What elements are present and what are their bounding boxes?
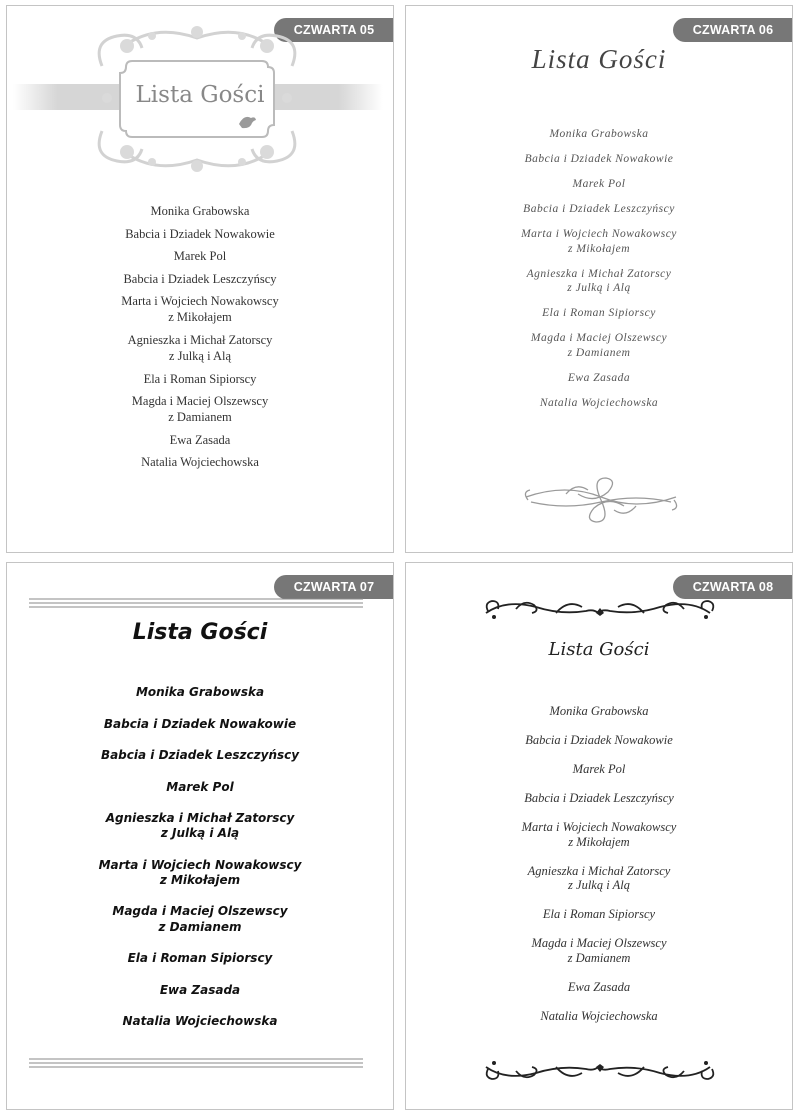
card-czwarta-08[interactable]	[405, 562, 793, 1110]
top-scroll-ornament-icon	[406, 591, 793, 631]
card-czwarta-06[interactable]	[405, 5, 793, 553]
guest-entry: Magda i Maciej Olszewscy z Damianem	[530, 332, 668, 359]
guest-list-title: Lista Gości	[548, 639, 650, 660]
guest-entry: Natalia Wojciechowska	[141, 455, 259, 470]
guest-entry: Monika Grabowska	[549, 704, 649, 718]
guest-entry: Ewa Zasada	[159, 982, 241, 997]
guest-entry: Agnieszka i Michał Zatorscy z Julką i Alą	[526, 267, 672, 294]
guest-entry: Babcia i Dziadek Leszczyńscy	[100, 748, 300, 762]
guest-entry: Babcia i Dziadek Leszczyńscy	[524, 791, 674, 805]
guest-entry: Agnieszka i Michał Zatorscy z Julką i Alą	[127, 332, 273, 363]
guest-list	[406, 704, 792, 1038]
top-divider-lines	[7, 597, 394, 609]
guest-entry: Monika Grabowska	[135, 685, 265, 699]
guest-entry: Ela i Roman Sipiorscy	[542, 307, 656, 319]
guest-entry: Ela i Roman Sipiorscy	[127, 951, 273, 966]
flourish-ornament-icon	[406, 472, 793, 532]
guest-entry: Babcia i Dziadek Nowakowie	[103, 716, 297, 731]
card-tab-label: CZWARTA 05	[274, 18, 394, 42]
guest-entry: Magda i Maciej Olszewscy z Damianem	[131, 394, 269, 425]
guest-list-title: Lista Gości	[135, 82, 265, 108]
guest-entry: Babcia i Dziadek Nowakowie	[525, 733, 673, 747]
card-tab-label: CZWARTA 08	[673, 575, 793, 599]
guest-entry: Babcia i Dziadek Nowakowie	[125, 226, 275, 241]
guest-entry: Ewa Zasada	[169, 432, 231, 447]
guest-entry: Agnieszka i Michał Zatorscy z Julką i Alą	[527, 863, 671, 892]
card-tab-label: CZWARTA 07	[274, 575, 394, 599]
card-tab-label: CZWARTA 06	[673, 18, 793, 42]
bottom-scroll-ornament-icon	[406, 1049, 793, 1089]
guest-list	[7, 203, 393, 477]
guest-entry: Monika Grabowska	[150, 204, 250, 218]
guest-entry: Babcia i Dziadek Nowakowie	[524, 153, 674, 165]
guest-list	[406, 127, 792, 421]
guest-entry: Monika Grabowska	[549, 128, 649, 140]
guest-entry: Marek Pol	[173, 249, 227, 264]
guest-entry: Babcia i Dziadek Leszczyńscy	[523, 203, 675, 215]
guest-entry: Ewa Zasada	[567, 371, 631, 384]
guest-entry: Ela i Roman Sipiorscy	[542, 907, 656, 921]
guest-entry: Marta i Wojciech Nowakowscy z Mikołajem	[121, 294, 279, 325]
card-czwarta-05[interactable]	[6, 5, 394, 553]
guest-list	[7, 685, 393, 1046]
bottom-divider-lines	[7, 1057, 394, 1069]
guest-entry: Ewa Zasada	[567, 979, 631, 994]
guest-entry: Ela i Roman Sipiorscy	[143, 371, 257, 386]
guest-entry: Natalia Wojciechowska	[539, 396, 659, 409]
guest-list-title: Lista Gości	[132, 620, 268, 645]
guest-entry: Marek Pol	[572, 762, 626, 776]
guest-list-title: Lista Gości	[531, 44, 667, 74]
card-czwarta-07[interactable]	[6, 562, 394, 1110]
guest-entry: Marek Pol	[572, 178, 626, 190]
guest-entry: Marta i Wojciech Nowakowscy z Mikołajem	[98, 857, 302, 887]
guest-entry: Marta i Wojciech Nowakowscy z Mikołajem	[521, 820, 677, 849]
guest-entry: Magda i Maciej Olszewscy z Damianem	[531, 936, 667, 965]
guest-entry: Natalia Wojciechowska	[122, 1014, 278, 1029]
guest-entry: Natalia Wojciechowska	[540, 1008, 658, 1023]
guest-entry: Magda i Maciej Olszewscy z Damianem	[112, 904, 288, 934]
guest-entry: Marta i Wojciech Nowakowscy z Mikołajem	[521, 228, 677, 255]
guest-entry: Agnieszka i Michał Zatorscy z Julką i Alą	[105, 811, 295, 841]
guest-entry: Babcia i Dziadek Leszczyńscy	[123, 271, 277, 286]
guest-entry: Marek Pol	[166, 779, 234, 794]
